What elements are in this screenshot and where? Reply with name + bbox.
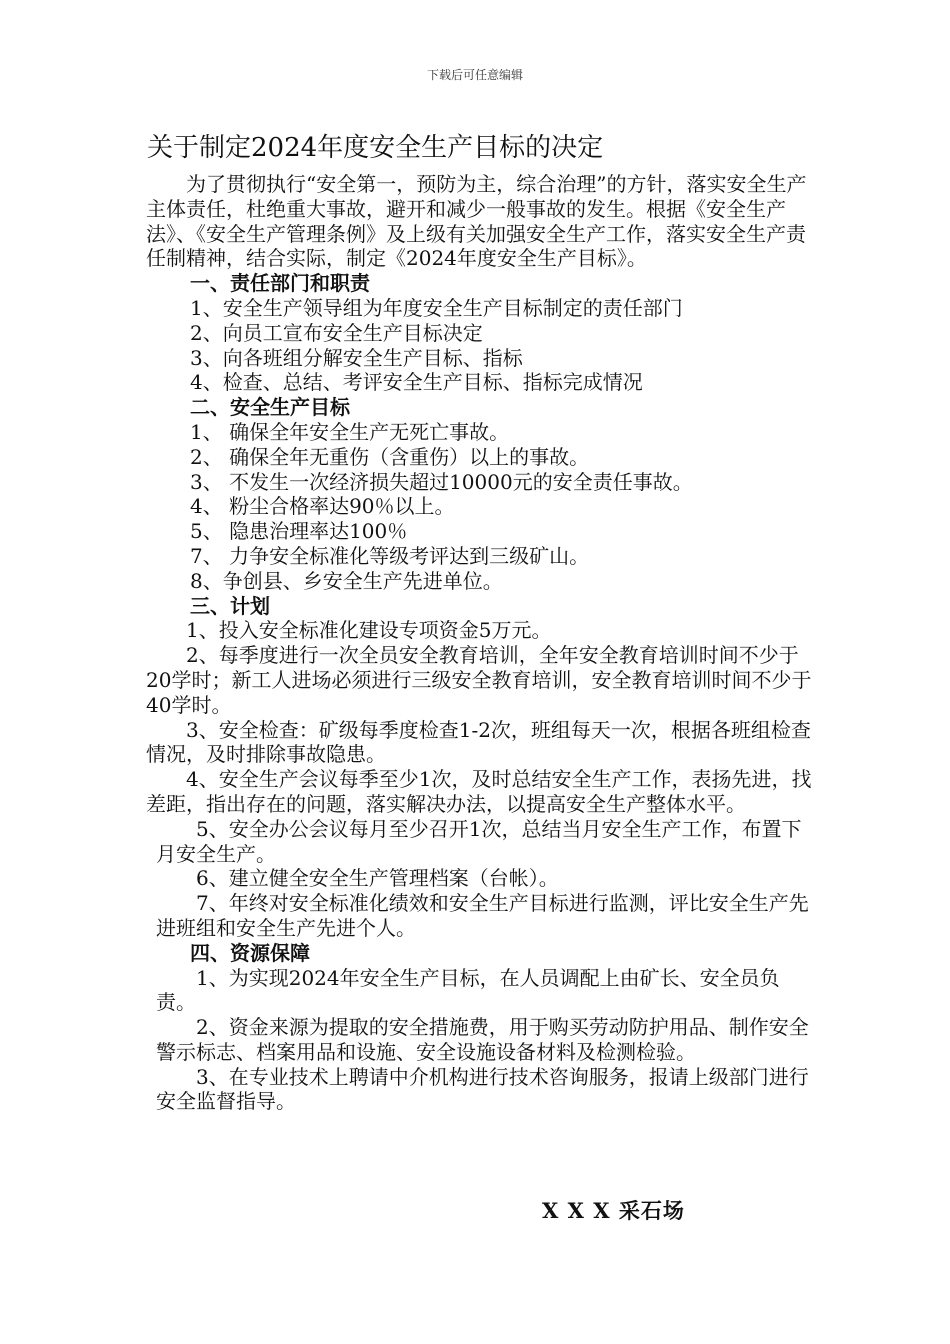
plan-item: 7、年终对安全标准化绩效和安全生产目标进行监测，评比安全生产先进班组和安全生产先进个人。 bbox=[156, 891, 809, 940]
document-body bbox=[146, 172, 812, 1114]
plan-item: 4、安全生产会议每季至少1次，及时总结安全生产工作，表扬先进，找差距，指出存在的问题，落实解决办法，以提高安全生产整体水平。 bbox=[146, 767, 812, 816]
list-item: 3、 不发生一次经济损失超过10000元的安全责任事故。 bbox=[190, 469, 693, 494]
plan-item: 6、建立健全安全生产管理档案（台帐）。 bbox=[196, 866, 559, 891]
page-header-note: 下载后可任意编辑 bbox=[426, 68, 523, 82]
resource-item: 1、为实现2024年安全生产目标，在人员调配上由矿长、安全员负责。 bbox=[156, 965, 780, 1015]
plan-item: 3、安全检查：矿级每季度检查1-2次，班组每天一次，根据各班组检查情况，及时排除事故隐患。 bbox=[146, 717, 811, 767]
resource-item: 3、在专业技术上聘请中介机构进行技术咨询服务，报请上级部门进行安全监督指导。 bbox=[156, 1064, 809, 1114]
list-item: 2、 确保全年无重伤（含重伤）以上的事故。 bbox=[190, 444, 590, 469]
plan-item: 5、安全办公会议每月至少召开1次，总结当月安全生产工作，布置下月安全生产。 bbox=[156, 816, 802, 866]
list-item: 4、 粉尘合格率达90％以上。 bbox=[190, 494, 455, 519]
list-item: 4、检查、总结、考评安全生产目标、指标完成情况 bbox=[190, 370, 643, 395]
list-item: 3、向各班组分解安全生产目标、指标 bbox=[190, 345, 523, 370]
list-item: 1、安全生产领导组为年度安全生产目标制定的责任部门 bbox=[190, 295, 683, 320]
list-item: 7、 力争安全标准化等级考评达到三级矿山。 bbox=[190, 543, 590, 568]
document-title: 关于制定2024年度安全生产目标的决定 bbox=[147, 133, 604, 163]
resource-item: 2、资金来源为提取的安全措施费，用于购买劳动防护用品、制作安全警示标志、档案用品和设施、安全设施设备材料及检测检验。 bbox=[156, 1015, 809, 1064]
section-heading-plan: 三、计划 bbox=[190, 593, 270, 618]
plan-item: 1、投入安全标准化建设专项资金5万元。 bbox=[186, 618, 552, 643]
list-item: 1、 确保全年安全生产无死亡事故。 bbox=[190, 419, 510, 444]
list-item: 2、向员工宣布安全生产目标决定 bbox=[190, 320, 483, 345]
section-heading-targets: 二、安全生产目标 bbox=[190, 395, 350, 420]
intro-paragraph: 为了贯彻执行“安全第一，预防为主，综合治理”的方针，落实安全生产主体责任，杜绝重大事故，避开和减少一般事故的发生。根据《安全生产法》、《安全生产管理条例》及上级有关加强安全生产工作，落实安全生产责任制精神，结合实际，制定《2024年度安全生产目标》。 bbox=[146, 172, 807, 271]
list-item: 5、 隐患治理率达100％ bbox=[190, 519, 408, 544]
section-heading-resources: 四、资源保障 bbox=[190, 940, 310, 965]
section-heading-responsibility: 一、责任部门和职责 bbox=[190, 271, 370, 296]
signature-organization: X X X 采石场 bbox=[542, 1198, 685, 1223]
list-item: 8、争创县、乡安全生产先进单位。 bbox=[190, 568, 503, 593]
plan-item: 2、每季度进行一次全员安全教育培训，全年安全教育培训时间不少于20学时；新工人进场必须进行三级安全教育培训，安全教育培训时间不少于40学时。 bbox=[146, 643, 812, 717]
